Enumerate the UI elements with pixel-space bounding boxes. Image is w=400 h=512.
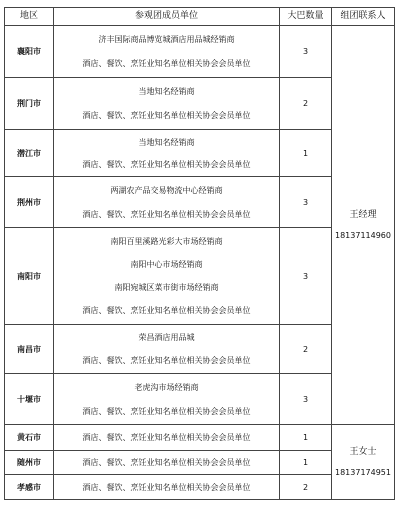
bus-count-cell: 3 — [280, 374, 332, 425]
unit-line: 济丰国际商品博览城酒店用品城经销商 — [98, 35, 235, 44]
bus-count-cell: 2 — [280, 475, 332, 500]
units-cell — [54, 325, 280, 374]
bus-count-cell: 2 — [280, 78, 332, 130]
bus-count-cell: 1 — [280, 451, 332, 475]
units-cell — [54, 425, 280, 451]
unit-line: 酒店、餐饮、烹饪业知名单位相关协会会员单位 — [82, 458, 251, 467]
header-units: 参观团成员单位 — [54, 8, 280, 26]
contact-cell-2 — [332, 425, 395, 500]
unit-line: 两湖农产品交易物流中心经销商 — [110, 185, 223, 195]
units-cell — [54, 78, 280, 130]
units-cell — [54, 228, 280, 325]
area-cell: 荆门市 — [5, 78, 54, 130]
unit-line: 酒店、餐饮、烹饪业知名单位相关协会会员单位 — [82, 111, 251, 120]
unit-line: 荣昌酒店用品城 — [138, 333, 195, 342]
unit-line: 南阳百里溪路光彩大市场经销商 — [110, 237, 223, 246]
header-row — [5, 8, 395, 26]
bus-count-cell: 1 — [280, 425, 332, 451]
unit-line: 酒店、餐饮、烹饪业知名单位相关协会会员单位 — [82, 356, 251, 365]
unit-line: 南阳中心市场经销商 — [130, 260, 203, 269]
unit-line: 酒店、餐饮、烹饪业知名单位相关协会会员单位 — [82, 406, 251, 416]
area-cell: 十堰市 — [5, 374, 54, 425]
area-cell: 荆州市 — [5, 177, 54, 228]
header-area: 地区 — [5, 8, 54, 26]
contact-name: 王经理 — [349, 209, 377, 220]
contact-cell-1 — [332, 26, 395, 425]
bus-count-cell: 2 — [280, 325, 332, 374]
bus-count-cell: 3 — [280, 26, 332, 78]
area-cell: 南昌市 — [5, 325, 54, 374]
table-row — [5, 26, 395, 78]
unit-line: 酒店、餐饮、烹饪业知名单位相关协会会员单位 — [82, 59, 251, 68]
units-cell — [54, 130, 280, 177]
table-row — [5, 425, 395, 451]
units-cell — [54, 177, 280, 228]
units-cell — [54, 26, 280, 78]
unit-line: 南阳宛城区菜市街市场经销商 — [114, 283, 219, 292]
area-cell: 随州市 — [5, 451, 54, 475]
contact-phone: 18137174951 — [335, 467, 391, 477]
units-cell — [54, 451, 280, 475]
unit-line: 当地知名经销商 — [138, 87, 195, 96]
unit-line: 酒店、餐饮、烹饪业知名单位相关协会会员单位 — [82, 159, 251, 169]
contact-name: 王女士 — [349, 446, 377, 457]
bus-count-cell: 3 — [280, 177, 332, 228]
unit-line: 酒店、餐饮、烹饪业知名单位相关协会会员单位 — [82, 209, 251, 219]
header-buses: 大巴数量 — [280, 8, 332, 26]
unit-line: 当地知名经销商 — [138, 137, 195, 147]
bus-count-cell: 3 — [280, 228, 332, 325]
bus-count-cell: 1 — [280, 130, 332, 177]
units-cell — [54, 475, 280, 500]
header-contact: 组团联系人 — [332, 8, 395, 26]
area-cell: 南阳市 — [5, 228, 54, 325]
area-cell: 襄阳市 — [5, 26, 54, 78]
units-cell — [54, 374, 280, 425]
unit-line: 酒店、餐饮、烹饪业知名单位相关协会会员单位 — [82, 433, 251, 442]
area-cell: 孝感市 — [5, 475, 54, 500]
unit-line: 酒店、餐饮、烹饪业知名单位相关协会会员单位 — [82, 482, 251, 492]
area-cell: 潜江市 — [5, 130, 54, 177]
area-cell: 黄石市 — [5, 425, 54, 451]
visit-group-table — [4, 7, 395, 500]
contact-phone: 18137114960 — [335, 230, 391, 240]
unit-line: 老虎沟市场经销商 — [134, 382, 199, 392]
unit-line: 酒店、餐饮、烹饪业知名单位相关协会会员单位 — [82, 306, 251, 315]
